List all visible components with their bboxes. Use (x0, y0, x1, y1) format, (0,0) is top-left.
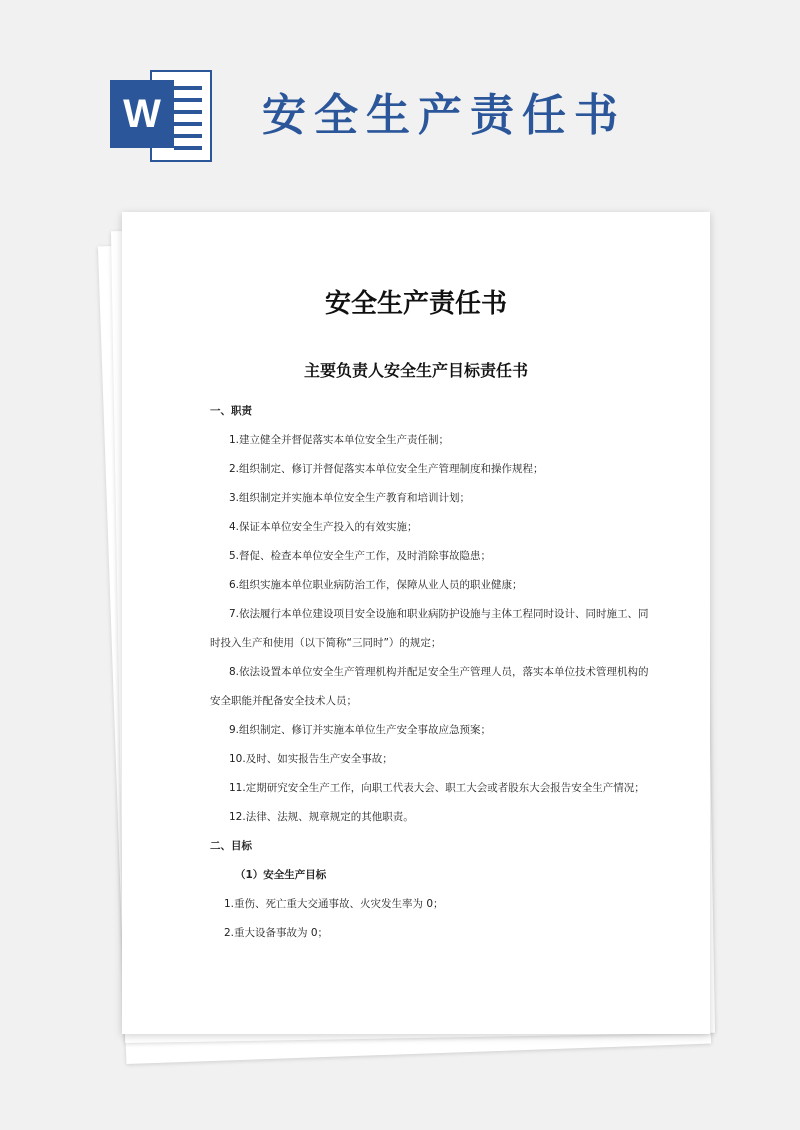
duty-item: 11.定期研究安全生产工作，向职工代表大会、职工大会或者股东大会报告安全生产情况； (229, 782, 645, 794)
target-item: 2.重大设备事故为 0； (224, 927, 329, 939)
duty-item: 9.组织制定、修订并实施本单位生产安全事故应急预案； (229, 724, 492, 736)
document-body (210, 397, 650, 948)
duty-item: 2.组织制定、修订并督促落实本单位安全生产管理制度和操作规程； (229, 463, 544, 475)
duty-item: 1.建立健全并督促落实本单位安全生产责任制； (229, 434, 450, 446)
document-subtitle: 主要负责人安全生产目标责任书 (303, 361, 528, 380)
word-badge (110, 80, 174, 148)
duty-item: 4.保证本单位安全生产投入的有效实施； (229, 521, 418, 533)
document-title: 安全生产责任书 (324, 289, 507, 319)
document-page (122, 212, 710, 1034)
word-letter: W (123, 91, 161, 136)
target-item: 1.重伤、死亡重大交通事故、火灾发生率为 0； (224, 898, 444, 910)
section-heading-duties: 一、职责 (210, 405, 252, 417)
duty-item: 8.依法设置本单位安全生产管理机构并配足安全生产管理人员，落实本单位技术管理机构的安全职能并配备安全技术人员； (210, 666, 649, 707)
duty-item: 3.组织制定并实施本单位安全生产教育和培训计划； (229, 492, 471, 504)
header-title: 安全生产责任书 (262, 90, 626, 141)
section-heading-targets: 二、目标 (210, 840, 252, 852)
duty-item: 10.及时、如实报告生产安全事故； (229, 753, 393, 765)
duty-item: 7.依法履行本单位建设项目安全设施和职业病防护设施与主体工程同时设计、同时施工、同时投入生产和使用（以下简称“三同时”）的规定； (210, 608, 649, 649)
duty-item: 6.组织实施本单位职业病防治工作，保障从业人员的职业健康； (229, 579, 523, 591)
word-logo-icon (110, 70, 215, 165)
sub-heading-safety-target: （1）安全生产目标 (235, 869, 327, 881)
duty-item: 12.法律、法规、规章规定的其他职责。 (229, 811, 414, 823)
duty-item: 5.督促、检查本单位安全生产工作，及时消除事故隐患； (229, 550, 492, 562)
